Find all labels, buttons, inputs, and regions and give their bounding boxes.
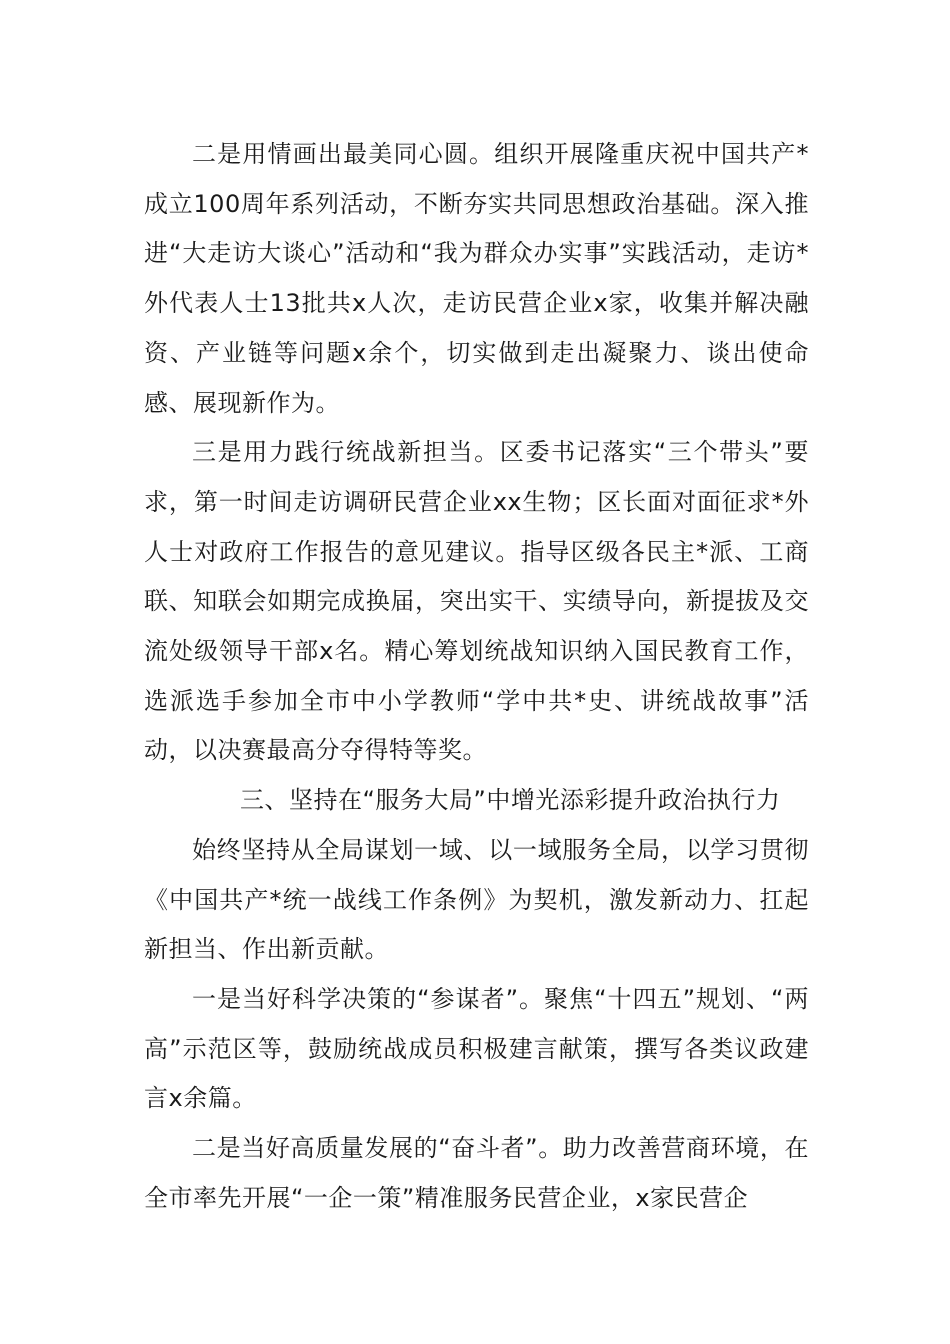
paragraph-consensus-circle: 二是用情画出最美同心圆。组织开展隆重庆祝中国共产*成立100周年系列活动，不断夯实共同思想政治基础。深入推进“大走访大谈心”活动和“我为群众办实事”实践活动，走访*外代表人士13批共x人次，走访民营企业x家，收集并解决融资、产业链等问题x余个，切实做到走出凝聚力、谈出使命感、展现新作为。 [144,140,809,417]
section-heading-3: 三、坚持在“服务大局”中增光添彩提升政治执行力 [240,786,781,815]
paragraph-advisor: 一是当好科学决策的“参谋者”。聚焦“十四五”规划、“两高”示范区等，鼓励统战成员积极建言献策，撰写各类议政建言x余篇。 [144,984,809,1113]
paragraph-section-intro: 始终坚持从全局谋划一域、以一域服务全局，以学习贯彻《中国共产*统一战线工作条例》为契机，激发新动力、扛起新担当、作出新贡献。 [144,835,809,964]
paragraph-united-front-duty: 三是用力践行统战新担当。区委书记落实“三个带头”要求，第一时间走访调研民营企业xx生物；区长面对面征求*外人士对政府工作报告的意见建议。指导区级各民主*派、工商联、知联会如期完成换届，突出实干、实绩导向，新提拔及交流处级领导干部x名。精心筹划统战知识纳入国民教育工作，选派选手参加全市中小学教师“学中共*史、讲统战故事”活动，以决赛最高分夺得特等奖。 [144,438,809,765]
document-body [144,130,809,1223]
paragraph-striver: 二是当好高质量发展的“奋斗者”。助力改善营商环境，在全市率先开展“一企一策”精准服务民营企业，x家民营企 [144,1134,809,1212]
